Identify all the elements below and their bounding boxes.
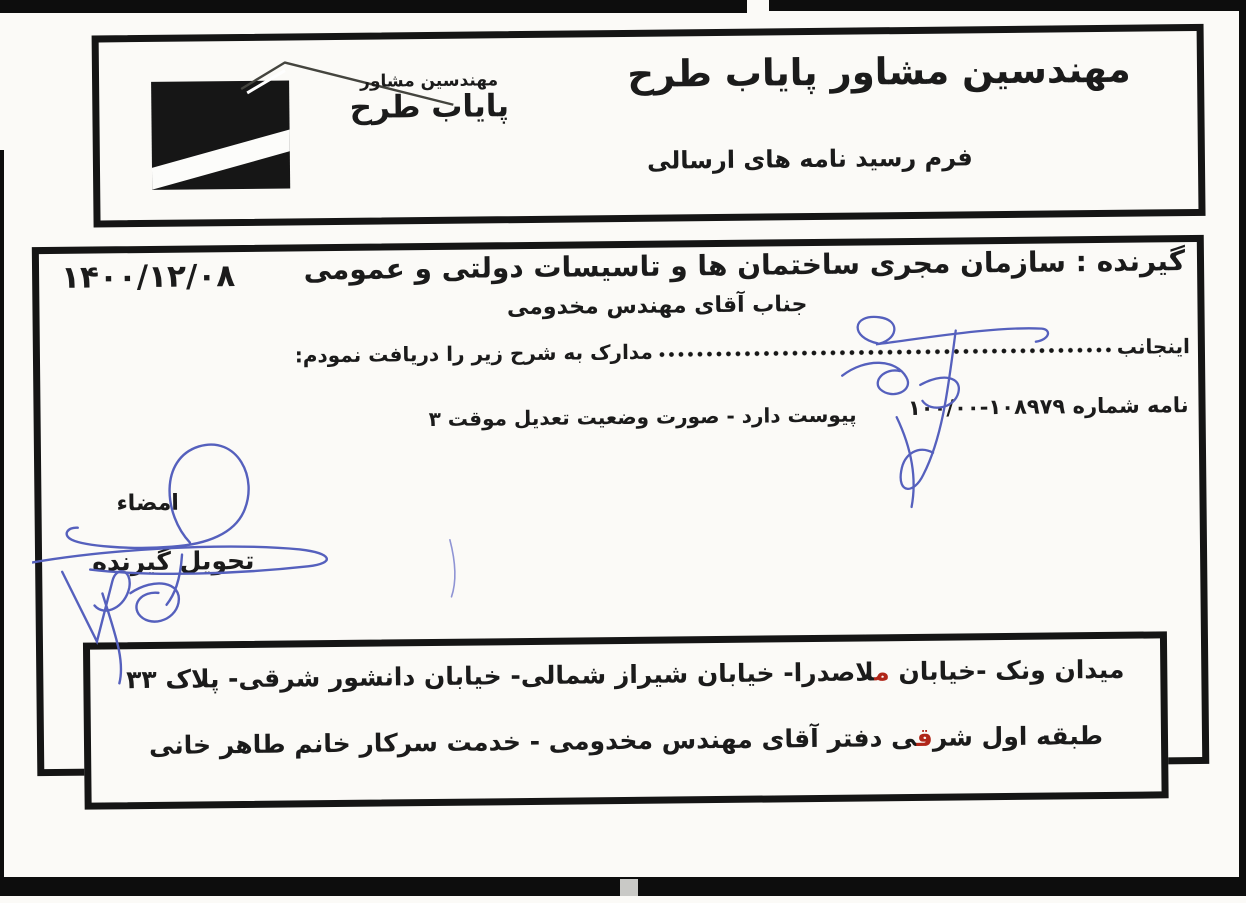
form-subtitle: فرم رسید نامه های ارسالی <box>646 143 973 175</box>
letter-number: نامه شماره ۱۰۸۹۷۹-۱۰۰/۰۰ <box>907 393 1189 421</box>
attachment-note: پیوست دارد - صورت وضعیت تعدیل موقت ۳ <box>428 402 857 432</box>
undersigned-prefix: اینجانب <box>1116 334 1191 359</box>
receiver-line: گیرنده : سازمان مجری ساختمان ها و تاسیسات دولتی و عمومی <box>303 244 1186 287</box>
logo-stripe <box>151 123 290 190</box>
form-title: مهندسین مشاور پایاب طرح <box>627 47 1131 96</box>
address-line-2: طبقه اول شرق‍‍ی دفتر آقای مهندس مخدومی - خدمت سرکار خانم طاهر خانی <box>148 720 1104 760</box>
receipt-date: ۱۴۰۰/۱۲/۰۸ <box>60 258 236 296</box>
logo-text-small: مهندسین مشاور <box>359 70 499 92</box>
header-box <box>92 24 1206 228</box>
deliveree-label: تحویل گیرنده <box>91 545 255 577</box>
red-letter-1: م‍ <box>874 657 890 687</box>
logo-text-large: پایاب طرح <box>349 88 510 126</box>
address-box <box>83 631 1169 809</box>
signature-label: امضاء <box>116 490 179 517</box>
undersigned-suffix: مدارک به شرح زیر را دریافت نمودم: <box>294 339 653 368</box>
undersigned-line <box>295 334 1190 367</box>
address-line-1: میدان ونک -خیابان م‍‍لاصدرا- خیابان شیراز شمالی- خیابان دانشور شرقی- پلاک ۳۳ <box>126 654 1125 695</box>
dotted-line <box>659 347 1111 358</box>
logo-text <box>295 72 564 125</box>
red-letter-2: ق‍ <box>916 722 933 752</box>
attention-line: جناب آقای مهندس مخدومی <box>506 292 808 321</box>
